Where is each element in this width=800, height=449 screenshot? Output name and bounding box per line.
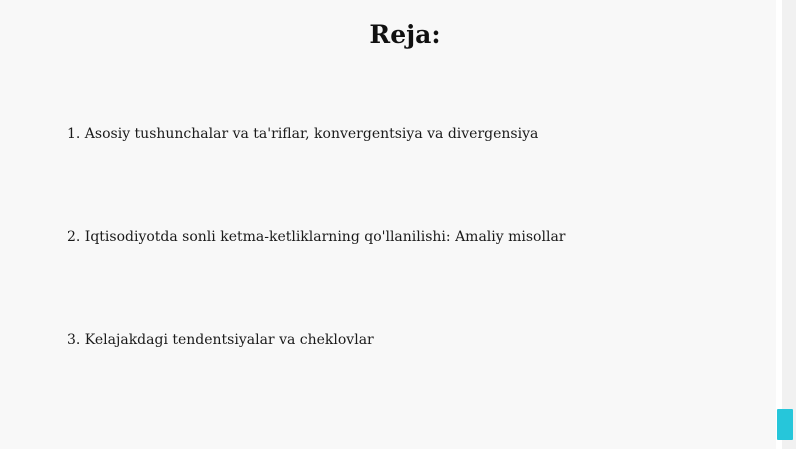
plan-item-3: 3. Kelajakdagi tendentsiyalar va cheklovlar: [67, 332, 374, 348]
plan-item-1: 1. Asosiy tushunchalar va ta'riflar, konvergentsiya va divergensiya: [67, 126, 539, 142]
scrollbar-track[interactable]: [782, 0, 796, 449]
plan-item-2: 2. Iqtisodiyotda sonli ketma-ketliklarning qo'llanilishi: Amaliy misollar: [67, 229, 566, 245]
slide-title: Reja:: [369, 20, 441, 49]
scrollbar-thumb[interactable]: [777, 409, 793, 440]
